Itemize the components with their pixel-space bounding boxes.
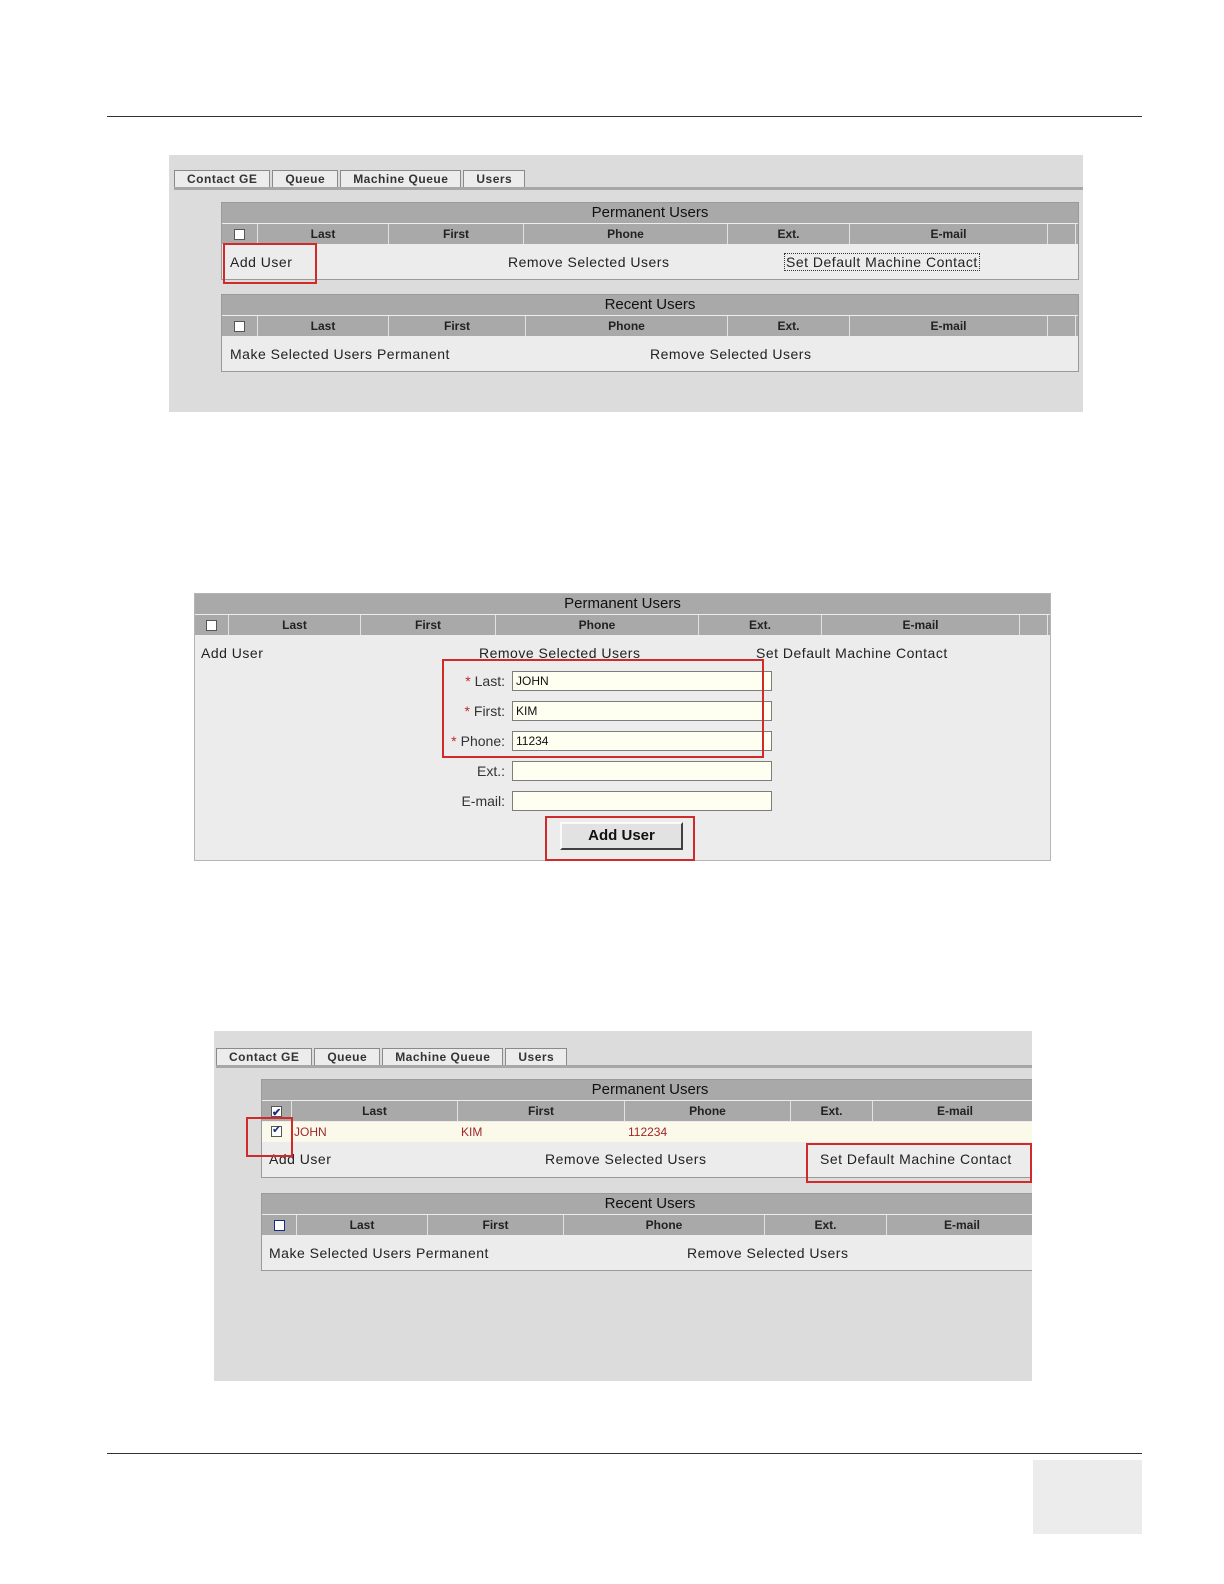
remove-selected-users-link[interactable]: Remove Selected Users <box>545 1151 707 1167</box>
column-email: E-mail <box>873 1101 1032 1121</box>
select-all-checkbox[interactable] <box>206 620 217 631</box>
column-last: Last <box>229 615 361 635</box>
make-selected-users-permanent-link[interactable]: Make Selected Users Permanent <box>269 1245 489 1261</box>
column-spacer <box>1020 615 1048 635</box>
column-first: First <box>361 615 496 635</box>
highlight-row-checkbox <box>246 1117 293 1157</box>
tab-machine-queue[interactable]: Machine Queue <box>340 170 461 188</box>
column-phone: Phone <box>625 1101 791 1121</box>
required-mark: * <box>451 733 457 749</box>
tab-machine-queue[interactable]: Machine Queue <box>382 1048 503 1066</box>
permanent-users-panel <box>221 202 1079 280</box>
table-header <box>222 315 1078 336</box>
select-all-checkbox[interactable] <box>274 1220 285 1231</box>
tab-underline <box>174 187 1083 190</box>
required-mark: * <box>465 673 471 689</box>
page-number-box <box>1033 1460 1142 1534</box>
column-first: First <box>389 316 526 336</box>
select-all-checkbox[interactable] <box>234 321 245 332</box>
column-email: E-mail <box>850 316 1048 336</box>
phone-input[interactable]: 11234 <box>512 731 772 751</box>
screenshot-users-tab <box>169 155 1083 412</box>
required-mark: * <box>464 703 470 719</box>
remove-selected-users-link[interactable]: Remove Selected Users <box>479 645 641 661</box>
column-spacer <box>1048 224 1076 244</box>
panel-title: Permanent Users <box>222 203 1078 223</box>
tab-underline <box>216 1065 1032 1068</box>
column-last: Last <box>258 316 389 336</box>
tab-contact-ge[interactable]: Contact GE <box>216 1048 312 1066</box>
highlight-add-user <box>223 243 317 284</box>
column-first: First <box>458 1101 625 1121</box>
email-label: E-mail: <box>461 793 505 809</box>
column-email: E-mail <box>822 615 1020 635</box>
row-phone: 112234 <box>628 1125 668 1139</box>
row-first: KIM <box>461 1125 483 1139</box>
table-header <box>222 223 1078 244</box>
panel-title: Permanent Users <box>262 1080 1032 1100</box>
column-ext: Ext. <box>765 1215 887 1235</box>
remove-selected-users-link[interactable]: Remove Selected Users <box>687 1245 849 1261</box>
ext-input[interactable] <box>512 761 772 781</box>
last-label: * Last: <box>465 673 505 689</box>
column-ext: Ext. <box>728 316 850 336</box>
table-header <box>262 1100 1032 1121</box>
panel-title: Recent Users <box>262 1194 1032 1214</box>
column-spacer <box>1048 316 1076 336</box>
column-last: Last <box>297 1215 428 1235</box>
bottom-rule <box>107 1453 1142 1454</box>
select-all-cell <box>195 615 229 635</box>
tab-queue[interactable]: Queue <box>272 170 338 188</box>
column-last: Last <box>258 224 389 244</box>
column-ext: Ext. <box>791 1101 873 1121</box>
column-last: Last <box>292 1101 458 1121</box>
tab-bar <box>174 170 527 188</box>
select-all-cell <box>222 316 258 336</box>
email-input[interactable] <box>512 791 772 811</box>
last-input[interactable]: JOHN <box>512 671 772 691</box>
tab-bar <box>216 1048 569 1066</box>
column-ext: Ext. <box>728 224 850 244</box>
column-first: First <box>389 224 524 244</box>
set-default-machine-contact-link[interactable]: Set Default Machine Contact <box>820 1151 1012 1167</box>
column-email: E-mail <box>887 1215 1032 1235</box>
column-phone: Phone <box>564 1215 765 1235</box>
column-ext: Ext. <box>699 615 822 635</box>
remove-selected-users-link[interactable]: Remove Selected Users <box>508 254 670 270</box>
tab-queue[interactable]: Queue <box>314 1048 380 1066</box>
set-default-machine-contact-link[interactable]: Set Default Machine Contact <box>786 254 978 270</box>
panel-title: Recent Users <box>222 295 1078 315</box>
top-rule <box>107 116 1142 117</box>
make-selected-users-permanent-link[interactable]: Make Selected Users Permanent <box>230 346 450 362</box>
remove-selected-users-link[interactable]: Remove Selected Users <box>650 346 812 362</box>
add-user-link[interactable]: Add User <box>201 645 264 661</box>
column-first: First <box>428 1215 564 1235</box>
column-phone: Phone <box>526 316 728 336</box>
recent-users-panel <box>221 294 1079 372</box>
table-header <box>262 1214 1032 1235</box>
select-all-cell <box>222 224 258 244</box>
add-user-link[interactable]: Add User <box>269 1151 332 1167</box>
select-all-checkbox[interactable] <box>234 229 245 240</box>
screenshot-user-added <box>214 1031 1032 1381</box>
row-last: JOHN <box>294 1125 327 1139</box>
add-user-button[interactable]: Add User <box>560 822 683 850</box>
highlight-add-user-button <box>545 816 695 861</box>
first-input[interactable]: KIM <box>512 701 772 721</box>
column-email: E-mail <box>850 224 1048 244</box>
set-default-machine-contact-link[interactable]: Set Default Machine Contact <box>756 645 948 661</box>
highlight-required-fields <box>442 659 764 758</box>
select-all-checkbox[interactable] <box>271 1106 282 1117</box>
table-row[interactable] <box>262 1122 1032 1142</box>
tab-users[interactable]: Users <box>505 1048 567 1066</box>
column-phone: Phone <box>496 615 699 635</box>
tab-contact-ge[interactable]: Contact GE <box>174 170 270 188</box>
highlight-set-default <box>806 1143 1032 1183</box>
first-label: * First: <box>464 703 505 719</box>
column-phone: Phone <box>524 224 728 244</box>
add-user-link[interactable]: Add User <box>230 254 293 270</box>
panel-title: Permanent Users <box>195 594 1050 614</box>
tab-users[interactable]: Users <box>463 170 525 188</box>
table-header <box>195 614 1050 635</box>
ext-label: Ext.: <box>476 763 505 779</box>
phone-label: * Phone: <box>451 733 505 749</box>
recent-users-panel <box>261 1193 1032 1271</box>
select-all-cell <box>262 1215 297 1235</box>
